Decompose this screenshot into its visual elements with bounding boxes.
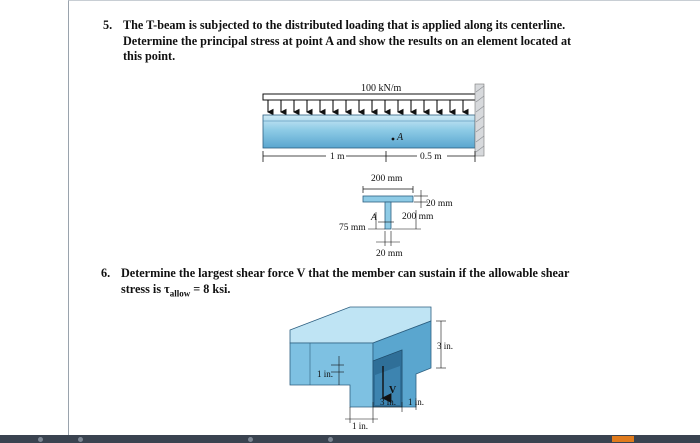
flange-thickness-label: 20 mm	[426, 199, 453, 209]
problem-5-number: 5.	[103, 18, 113, 32]
taskbar-strip	[0, 435, 700, 443]
problem-6-number: 6.	[101, 266, 111, 280]
section-point-a-label: A	[371, 213, 377, 223]
load-label: 100 kN/m	[361, 83, 402, 94]
shear-label: V	[389, 385, 397, 396]
point-a-height-label: 75 mm	[339, 223, 366, 233]
taskbar-dot	[78, 437, 83, 442]
span-right-label: 0.5 m	[420, 152, 442, 162]
dim-gap-label: 3 in.	[380, 397, 397, 407]
point-a-label: A	[397, 132, 404, 143]
problem-5-line-3: this point.	[123, 49, 176, 63]
tau-symbol: τ	[164, 281, 170, 296]
problem-6-line-2: stress is $\tau_{allow} = 8$ ksi.	[121, 281, 231, 298]
problem-5-line-1: The T-beam is subjected to the distributed loading that is applied along its centerline.	[123, 18, 566, 32]
taskbar-dot	[38, 437, 43, 442]
web-depth-label: 200 mm	[402, 212, 434, 222]
taskbar-app-icon[interactable]	[612, 436, 634, 442]
problem-6-line-1: Determine the largest shear force V that the member can sustain if the allowable shear	[121, 266, 570, 280]
dim-wall-label: 1 in.	[408, 397, 425, 407]
dim-flange-label: 1 in.	[317, 369, 334, 379]
taskbar-dot	[248, 437, 253, 442]
dim-height-label: 3 in.	[437, 341, 454, 351]
dim-bottom-label: 1 in.	[352, 421, 369, 431]
flange-width-label: 200 mm	[371, 174, 403, 184]
span-left-label: 1 m	[330, 152, 345, 162]
web-thickness-label: 20 mm	[376, 249, 403, 259]
taskbar-dot	[328, 437, 333, 442]
problem-5-line-2: Determine the principal stress at point A and show the results on an element located at	[123, 33, 572, 48]
tau-subscript: allow	[169, 287, 191, 298]
